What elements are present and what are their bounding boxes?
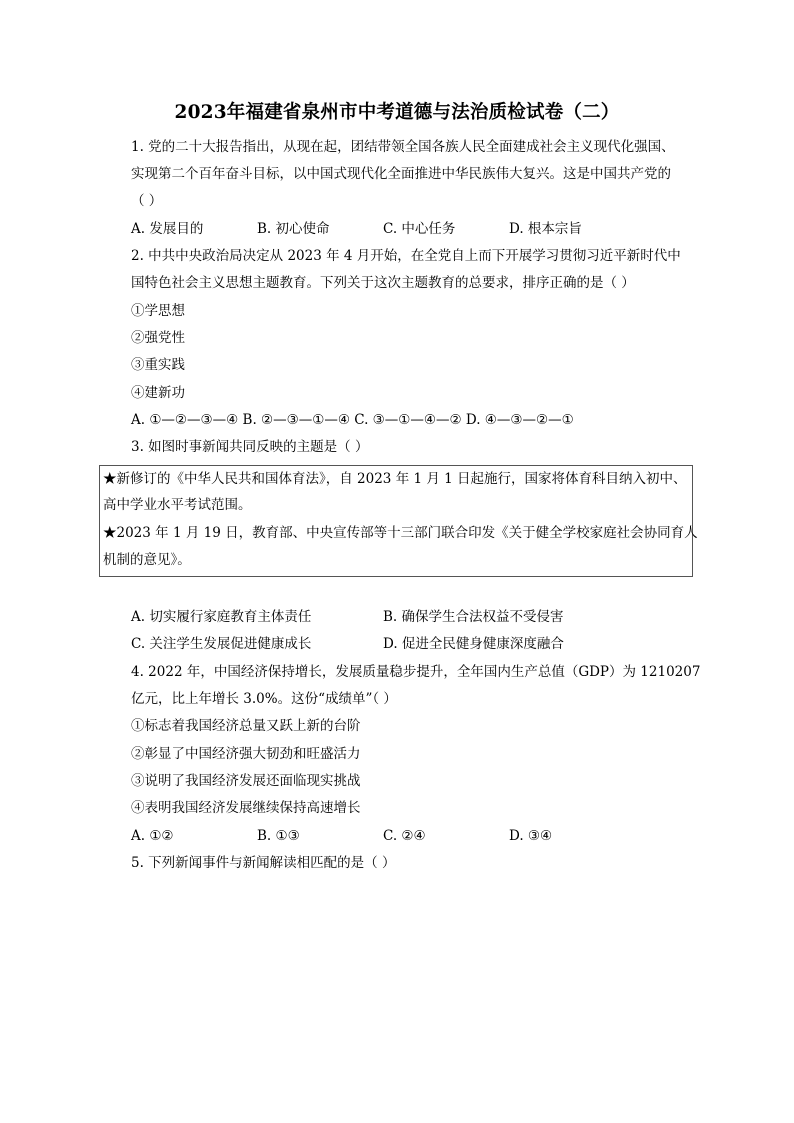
q1-option-a: A. 发展目的 [131, 221, 204, 237]
q3-option-c: C. 关注学生发展促进健康成长 [131, 636, 312, 652]
q4-option-c: C. ②④ [383, 828, 426, 844]
q4-item-3: ③说明了我国经济发展还面临现实挑战 [131, 773, 361, 789]
q1-option-d: D. 根本宗旨 [509, 221, 582, 237]
q5-stem: 5. 下列新闻事件与新闻解读相匹配的是（ ） [131, 855, 396, 871]
q1-option-c: C. 中心任务 [383, 221, 456, 237]
news-line-1: ★新修订的《中华人民共和国体育法》，自 2023 年 1 月 1 日起施行，国家将体育科目纳入初中、 [103, 471, 687, 487]
q4-stem-line-2: 亿元，比上年增长 3.0%。这份“成绩单”（ ） [131, 691, 397, 707]
q4-item-4: ④表明我国经济发展继续保持高速增长 [131, 800, 361, 816]
news-line-4: 机制的意见》。 [103, 552, 191, 568]
q4-option-d: D. ③④ [509, 828, 553, 844]
q2-item-1: ①学思想 [131, 303, 185, 319]
news-line-2: 高中学业水平考试范围。 [103, 497, 252, 513]
q2-stem-line-2: 国特色社会主义思想主题教育。下列关于这次主题教育的总要求，排序正确的是（ ） [131, 275, 635, 291]
q3-option-d: D. 促进全民健身健康深度融合 [383, 636, 564, 652]
q1-stem-line-3: （ ） [131, 193, 163, 209]
q4-item-2: ②彰显了中国经济强大韧劲和旺盛活力 [131, 746, 361, 762]
page-title: 2023年福建省泉州市中考道德与法治质检试卷（二） [174, 102, 620, 123]
q4-option-b: B. ①③ [257, 828, 300, 844]
q1-stem-line-2: 实现第二个百年奋斗目标，以中国式现代化全面推进中华民族伟大复兴。这是中国共产党的 [131, 166, 671, 182]
q2-item-2: ②强党性 [131, 330, 185, 346]
q2-item-3: ③重实践 [131, 357, 185, 373]
q2-item-4: ④建新功 [131, 385, 185, 401]
q2-stem-line-1: 2. 中共中央政治局决定从 2023 年 4 月开始，在全党自上而下开展学习贯彻习近平新时代中 [131, 248, 681, 264]
q1-option-b: B. 初心使命 [257, 221, 330, 237]
news-box [99, 465, 698, 577]
news-line-3: ★2023 年 1 月 19 日，教育部、中央宣传部等十三部门联合印发《关于健全学校家庭社会协同育人 [103, 525, 698, 541]
q4-stem-line-1: 4. 2022 年，中国经济保持增长，发展质量稳步提升，全年国内生产总值（GDP）为 1210207 [131, 664, 701, 680]
q4-option-a: A. ①② [131, 828, 174, 844]
q3-option-a: A. 切实履行家庭教育主体责任 [131, 609, 312, 625]
q4-item-1: ①标志着我国经济总量又跃上新的台阶 [131, 718, 361, 734]
q1-stem-line-1: 1. 党的二十大报告指出，从现在起，团结带领全国各族人民全面建成社会主义现代化强国、 [131, 139, 675, 155]
q3-option-b: B. 确保学生合法权益不受侵害 [383, 609, 564, 625]
q3-stem: 3. 如图时事新闻共同反映的主题是（ ） [131, 439, 369, 455]
q2-options: A. ①—②—③—④ B. ②—③—①—④ C. ③—①—④—② D. ④—③—②—① [131, 412, 574, 428]
